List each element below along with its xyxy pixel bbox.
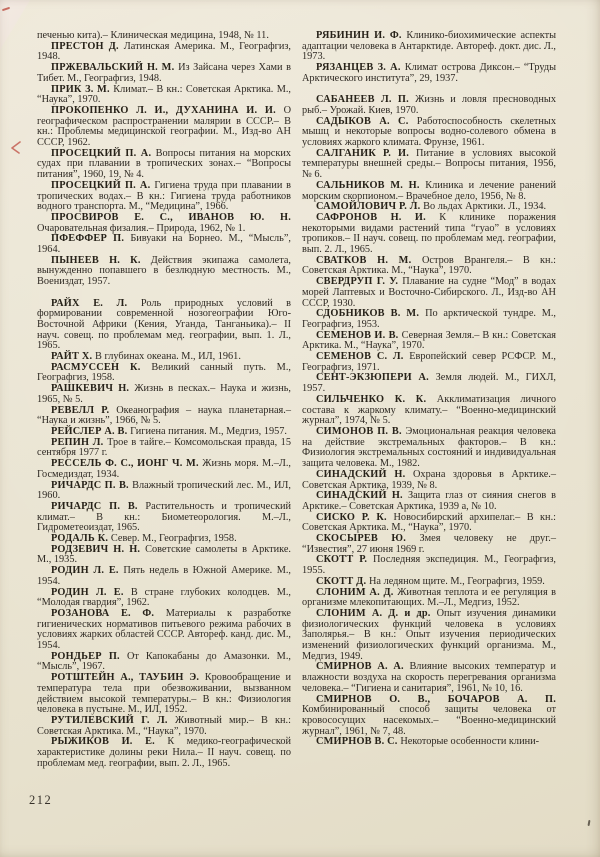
- bib-entry-text: Новосибирский архипелаг.– В кн.: Советская Арктика. М., “Наука”, 1970.: [302, 511, 556, 534]
- bib-entry-text: Опыт изучения динамики физиологических функций человека в условиях Заполярья.– В кн.: Опыт изучения периодических изменений физиологических функций организма. М., Медгиз, 1949.: [302, 607, 556, 662]
- bib-entry-author: ПФЕФФЕР П.: [51, 233, 131, 245]
- bib-entry-text: Работоспособность скелетных мышц и некоторые вопросы водно-солевого обмена в условиях жаркого климата. Фрунзе, 1961.: [302, 115, 556, 149]
- bib-entry-author: САДЫКОВ А. С.: [316, 115, 417, 127]
- bib-entry: [302, 695, 556, 738]
- bib-entry-text: В стране глубоких колодцев. М., “Молодая гвардия”, 1962.: [37, 586, 292, 609]
- bib-entry-author: РЯБИНИН И. Ф.: [316, 30, 407, 41]
- bib-entry-author: СКОСЫРЕВ Ю.: [316, 533, 420, 545]
- bib-entry-author: РОЗАНОВА Е. Ф.: [51, 607, 166, 619]
- bib-entry: [37, 609, 291, 652]
- bib-entry: [37, 459, 291, 480]
- bib-entry-text: Акклиматизация личного состава к жаркому климату.– “Военно-медицинский журнал”, 1974, № 5.: [302, 393, 557, 427]
- bib-entry: [302, 95, 556, 116]
- bib-entry-text: печенью кита).– Клиническая медицина, 1948, № 11.: [37, 30, 269, 41]
- bib-entry: [37, 502, 291, 534]
- bib-entry-author: ПРОСЕЦКИЙ П. А.: [51, 147, 156, 159]
- bib-entry-author: ПРОСВИРОВ Е. С., ИВАНОВ Ю. Н.: [51, 211, 291, 223]
- bib-entry: [37, 481, 291, 502]
- bib-entry-author: РУТИЛЕВСКИЙ Г. Л.: [51, 714, 175, 726]
- bib-entry: [37, 545, 291, 566]
- bib-entry-author: СКОТТ Д.: [316, 575, 369, 587]
- bib-entry-text: К медико-географической характеристике долины реки Нила.– II науч. совещ. по проблемам мед. географии, вып. 2. Л., 1965.: [37, 736, 291, 769]
- bib-entry: [37, 384, 291, 405]
- bib-entry-author: РОДИН Л. Е.: [51, 586, 131, 598]
- bib-entry: [302, 309, 556, 330]
- bib-entry-text: Великий санный путь. М., Географгиз, 1958.: [37, 361, 291, 384]
- bib-entry-text: Животный мир.– В кн.: Советская Арктика. М., “Наука”, 1970.: [37, 714, 291, 737]
- bib-entry-text: Жизнь и ловля пресноводных рыб.– Урожай. Киев, 1970.: [302, 94, 556, 116]
- bib-entry-author: РЕПИН Л.: [51, 436, 108, 448]
- bib-entry-text: На ледяном щите. М., Географгиз, 1959.: [369, 575, 545, 587]
- bib-entry: [37, 106, 291, 149]
- bib-entry-text: Некоторые особенности клини-: [400, 736, 540, 748]
- red-pen-checkmark: [7, 139, 23, 157]
- bib-entry-text: Действия экипажа самолета, вынужденно попавшего в безлюдную местность. М., Воениздат, 1957.: [37, 254, 291, 288]
- bib-entry-text: Север. М., Географгиз, 1958.: [110, 533, 237, 545]
- bib-entry-text: В глубинах океана. М., ИЛ, 1961.: [95, 351, 241, 363]
- bib-entry-text: Плавание на судне “Мод” в водах морей Лаптевых и Восточно-Сибирского. Л., Изд-во АН СССР, 1930.: [302, 276, 556, 309]
- bib-entry: [302, 588, 556, 609]
- bib-entry-text: Роль природных условий в формировании современной нозогеографии Юго-Восточной Африки (Кения, Уганда, Танганьика).– II науч. совещ. по проблемам мед. географии, вып. 1. Л., 1965.: [37, 297, 291, 352]
- bib-entry: [37, 588, 291, 609]
- bib-entry-author: ПРИК З. М.: [51, 83, 114, 95]
- bib-entry-text: Европейский север РСФСР. М., Географгиз, 1971.: [302, 351, 556, 373]
- bib-entry: [37, 234, 291, 255]
- bib-entry-author: ПРЖЕВАЛЬСКИЙ Н. М.: [51, 62, 179, 74]
- bib-entry-author: РЯЗАНЦЕВ З. А.: [316, 62, 405, 74]
- bib-entry-text: Жизнь в песках.– Наука и жизнь, 1965, № 5.: [37, 383, 291, 405]
- bib-entry-author: РИЧАРДС П. В.: [51, 500, 146, 512]
- bib-entry-author: РОДИН Л. Е.: [51, 565, 124, 577]
- bib-entry: [302, 181, 556, 202]
- bib-entry-text: Жизнь моря. М.–Л., Госмедиздат, 1934.: [37, 458, 291, 480]
- bib-entry-author: САБАНЕЕВ Л. П.: [316, 94, 416, 106]
- bib-entry: [302, 117, 556, 149]
- bib-entry: [302, 609, 556, 663]
- bib-entry-author: ПРЕСТОН Д.: [51, 40, 124, 52]
- bib-entry: [302, 149, 556, 181]
- bib-entry-text: Кровообращение и температура тела при обезвоживании, вызванном действием высокой температуры.– В кн.: Физиология человека в пустыне. М., ИЛ, 1952.: [37, 672, 291, 716]
- bib-entry-author: РЕЙСЛЕР А. В.: [51, 426, 131, 437]
- bib-entry-author: СМИРНОВ А. А.: [316, 661, 410, 673]
- bib-entry-author: СЛОНИМ А. Д. и др.: [316, 607, 437, 619]
- bib-entry: [37, 63, 291, 84]
- bib-entry: [37, 213, 291, 234]
- bib-entry-author: САМОЙЛОВИЧ Р. Л.: [316, 201, 424, 213]
- bib-entry: [302, 277, 556, 309]
- bib-entry: [302, 470, 556, 491]
- bib-entry: [37, 566, 291, 587]
- bib-entry-text: Вопросы питания на морских судах при плавании в тропических зонах.– “Вопросы питания”, 1960, 19, № 4.: [37, 147, 291, 181]
- ink-speck: [587, 820, 590, 826]
- bib-entry: [302, 662, 556, 694]
- bib-entry: [302, 491, 556, 512]
- bib-entry: [302, 737, 556, 748]
- bib-entry: [37, 673, 291, 716]
- bib-entry-author: РОТШТЕЙН А., ТАУБИН Э.: [51, 672, 205, 684]
- bib-entry-text: Советские самолеты в Арктике. М., 1935.: [37, 543, 291, 566]
- bib-entry-text: Из Зайсана через Хами в Тибет. М., Географгиз, 1948.: [37, 62, 291, 84]
- bib-entry-author: СКОТТ Р.: [316, 554, 373, 566]
- bib-entry-author: РАШКЕВИЧ Н.: [51, 383, 135, 395]
- bib-entry-author: СВЕРДРУП Г. У.: [316, 276, 403, 288]
- bib-entry-author: РОНДЬЕР П.: [51, 650, 127, 662]
- bib-entry-author: РИЧАРДС П. В.: [51, 479, 133, 491]
- bib-entry: [37, 149, 291, 181]
- left-column: [37, 31, 291, 770]
- bib-entry-text: Во льдах Арктики. Л., 1934.: [423, 201, 547, 213]
- bib-entry-author: СЕНТ-ЭКЗЮПЕРИ А.: [316, 372, 436, 384]
- bib-entry-text: Питание в условиях высокой температуры внешней среды.– Вопросы питания, 1956, № 6.: [302, 147, 557, 181]
- bib-entry-author: СМИРНОВ В. С.: [316, 736, 401, 748]
- bib-entry: [37, 716, 291, 737]
- bib-entry-text: Материалы к разработке гигиенических нормативов питьевого режима рабочих в условиях жарких областей СССР. Автореф. канд. дис. М., 1954.: [37, 607, 291, 652]
- bib-entry-author: СЕМЕНОВ И. В.: [316, 329, 402, 341]
- bib-entry: [302, 63, 556, 84]
- bib-entry-author: САЛГАНИК Р. И.: [316, 147, 417, 159]
- bib-entry-author: РОДАЛЬ К.: [51, 533, 111, 545]
- bib-entry: [302, 513, 556, 534]
- bib-entry-author: САФРОНОВ Н. И.: [316, 211, 440, 223]
- bib-entry-author: РЕССЕЛЬ Ф. С., ИОНГ Ч. М.: [51, 458, 203, 470]
- bib-entry-author: СВАТКОВ Н. М.: [316, 254, 422, 266]
- bib-entry-text: Клиника и лечение ранений морским скорпионом.– Врачебное дело, 1956, № 8.: [302, 179, 556, 202]
- bib-entry: [302, 373, 556, 394]
- bib-entry-author: ПЫНЕЕВ Н. К.: [51, 254, 151, 266]
- bib-entry: [37, 299, 291, 353]
- bib-entry-author: ПРОКОПЕНКО Л. И., ДУХАНИНА И. И.: [51, 104, 284, 116]
- bib-entry: [302, 395, 556, 427]
- bib-entry: [302, 31, 556, 63]
- bib-entry-text: Влияние высоких температур и влажности воздуха на скорость перегревания организма человека.– “Гигиена и санитария”, 1961, № 10, 16.: [302, 661, 556, 694]
- bib-entry-author: СИМОНОВ П. В.: [316, 426, 406, 437]
- bib-entry-author: СМИРНОВ О. В., БОЧАРОВ А. П.: [316, 693, 556, 705]
- bib-entry: [302, 352, 556, 373]
- bib-entry-text: Комбинированный способ защиты человека от кровососущих насекомых.– “Военно-медицинский журнал”, 1961, № 7, 48.: [302, 704, 556, 737]
- bib-entry-text: Трое в тайге.– Комсомольская правда, 15 сентября 1977 г.: [37, 436, 291, 459]
- bib-entry-text: Латинская Америка. М., Географгиз, 1948.: [37, 40, 291, 63]
- bib-entry-text: Пять недель в Южной Америке. М., 1954.: [37, 565, 292, 587]
- bib-entry-text: Животная теплота и ее регуляция в организме млекопитающих. М.–Л., Медгиз, 1952.: [302, 586, 556, 609]
- bib-entry-text: Растительность и тропический климат.– В кн.: Биометеорология. М.–Л., Гидрометеоиздат, 1965.: [37, 500, 291, 534]
- bib-entry: [37, 181, 291, 213]
- bib-entry-author: РЕВЕЛЛ Р.: [51, 404, 117, 416]
- bib-entry-text: Климат острова Диксон.– “Труды Арктического института”, 29, 1937.: [302, 62, 556, 84]
- bib-entry: [37, 406, 291, 427]
- bib-entry-author: РАСМУССЕН К.: [51, 361, 152, 373]
- bib-entry: [302, 331, 556, 352]
- bib-entry: [37, 42, 291, 63]
- bib-entry-author: РАЙТ Х.: [51, 351, 96, 363]
- bib-entry-author: СИЛЬЧЕНКО К. К.: [316, 393, 437, 405]
- bib-entry: [37, 737, 291, 769]
- bib-entry-text: Гигиена питания. М., Медгиз, 1957.: [130, 426, 287, 437]
- bib-entry: [37, 363, 291, 384]
- bib-entry-text: По арктической тундре. М., Географгиз, 1953.: [302, 308, 556, 330]
- bib-entry: [37, 652, 291, 673]
- bib-entry-author: СИСКО Р. К.: [316, 511, 394, 523]
- bib-entry-text: Бивуаки на Борнео. М., “Мысль”, 1964.: [37, 233, 291, 256]
- bib-entry-text: Климат.– В кн.: Советская Арктика. М., “Наука”, 1970.: [37, 83, 292, 106]
- bib-entry: [302, 427, 556, 470]
- bib-entry-text: Влажный тропический лес. М., ИЛ, 1960.: [37, 479, 291, 502]
- bib-entry-text: Северная Земля.– В кн.: Советская Арктика. М., “Наука”, 1970.: [302, 329, 557, 352]
- bib-entry: [302, 256, 556, 277]
- page-number: 212: [29, 793, 53, 807]
- bib-entry-author: СИНАДСКИЙ Н.: [316, 490, 408, 502]
- bib-entry: [302, 555, 556, 576]
- bib-entry-author: РАЙХ Е. Л.: [51, 297, 141, 309]
- right-column: [302, 31, 556, 770]
- bib-entry-text: Гигиена труда при плавании в тропических водах.– В кн.: Гигиена труда работников водного транспорта. М., “Медицина”, 1966.: [37, 179, 291, 213]
- bib-entry-text: Остров Врангеля.– В кн.: Советская Арктика. М., “Наука”, 1970.: [302, 254, 557, 277]
- bib-entry-text: Эмоциональная реакция человека на действие экстремальных факторов.– В кн.: Физиология экстремальных состояний и индивидуальная защита человека. М., 1982.: [302, 426, 556, 470]
- bib-entry-text: Охрана здоровья в Арктике.– Советская Арктика, 1939, № 8.: [302, 468, 556, 491]
- bib-entry-author: ПРОСЕЦКИЙ П. А.: [51, 179, 155, 191]
- bib-entry-text: Змея человеку не друг.– “Известия”, 27 июня 1969 г.: [302, 533, 556, 555]
- bib-entry: [302, 534, 556, 555]
- bib-entry-text: Земля людей. М., ГИХЛ, 1957.: [302, 372, 557, 395]
- bib-entry-author: РОДЗЕВИЧ Н. Н.: [51, 543, 146, 555]
- bib-entry-text: Клинико-биохимические аспекты адаптации человека в Антарктиде. Автореф. докт. дис. Л., 1973.: [302, 30, 556, 63]
- bib-entry: [37, 256, 291, 288]
- bib-entry-author: РЫЖИКОВ И. Е.: [51, 736, 168, 748]
- bib-entry-text: Защита глаз от сияния снегов в Арктике.– Советская Арктика, 1939 а, № 10.: [302, 490, 556, 512]
- bibliography-page: [37, 31, 557, 770]
- bib-entry-text: Океанография – наука планетарная.– “Наука и жизнь”, 1966, № 5.: [37, 404, 291, 427]
- bib-entry-text: О географическом распространении малярии в СССР.– В кн.: Проблемы медицинской географии. М., Изд-во АН СССР, 1962.: [37, 104, 291, 149]
- bib-entry-author: СДОБНИКОВ В. М.: [316, 308, 426, 320]
- bib-entry: [37, 438, 291, 459]
- bib-entry: [37, 85, 291, 106]
- bib-entry-author: СИНАДСКИЙ Н.: [316, 468, 413, 480]
- bib-entry-text: От Капокабаны до Амазонки. М., “Мысль”, 1967.: [37, 650, 291, 673]
- bib-entry-text: Последняя экспедиция. М., Географгиз, 1955.: [302, 554, 556, 577]
- bib-entry-author: СЛОНИМ А. Д.: [316, 586, 398, 598]
- bib-entry: [302, 213, 556, 256]
- bib-entry-text: Очаровательная физалия.– Природа, 1962, № 1.: [37, 222, 246, 234]
- bib-entry-author: СЕМЕНОВ С. Л.: [316, 351, 410, 363]
- bib-entry-author: САЛЬНИКОВ М. Н.: [316, 179, 426, 191]
- bib-entry-text: К клинике поражения некоторыми видами растений типа “гуао” в условиях тропиков.– II науч. совещ. по проблемам мед. географии, вып. 2. Л., 1965.: [302, 211, 556, 256]
